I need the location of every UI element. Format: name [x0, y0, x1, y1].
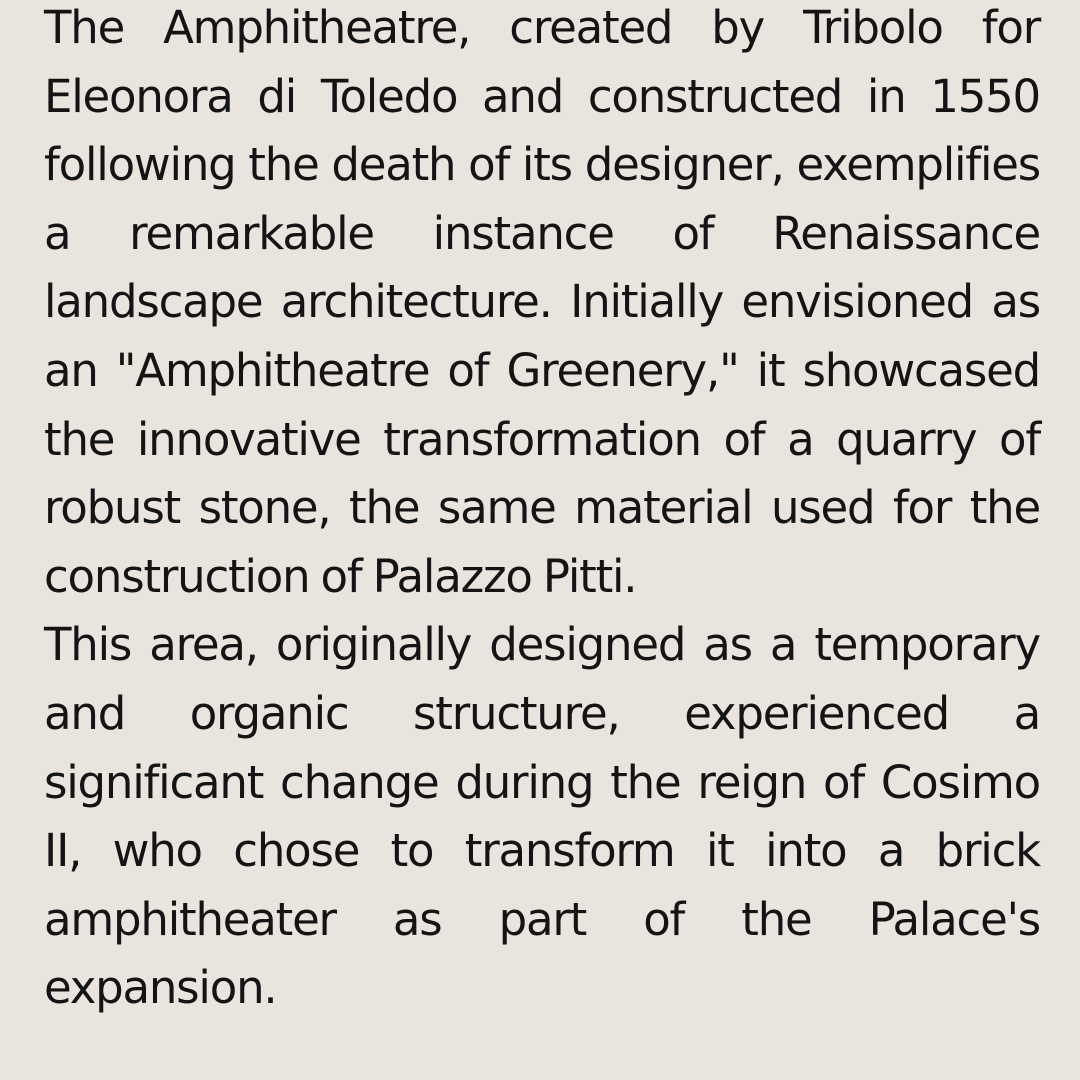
paragraph-amphitheatre-origin: The Amphitheatre, created by Tribolo for Eleonora di Toledo and constructed in 1550 following the death of its designer, exemplifies a remarkable instance of Renaissance landscape architecture. Initially envisioned as an "Amphitheatre of Greenery," it showcased the innovative transformation of a quarry of robust stone, the same material used for the construction of Palazzo Pitti. — [44, 1, 1040, 603]
article-text — [44, 0, 1040, 1023]
paragraph-amphitheatre-transformation: This area, originally designed as a temporary and organic structure, experienced a significant change during the reign of Cosimo II, who chose to transform it into a brick amphitheater as part of the Palace's expansion. — [44, 618, 1040, 1015]
